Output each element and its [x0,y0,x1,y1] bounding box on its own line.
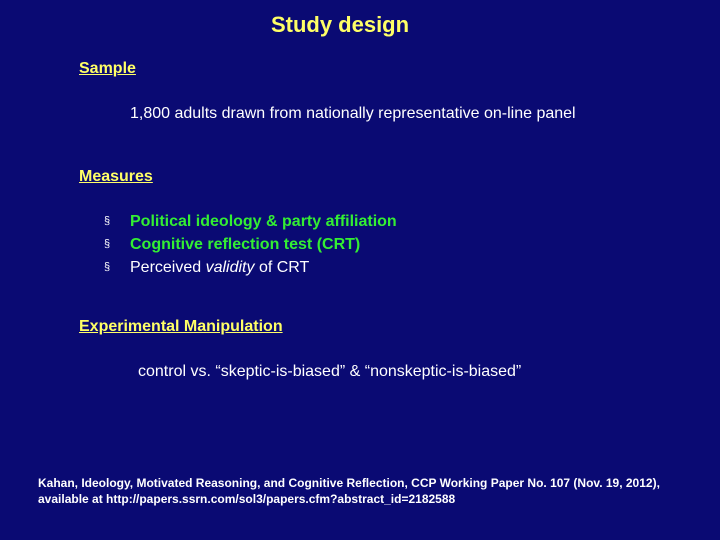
measure-ideology: Political ideology & party affiliation [130,213,397,230]
measure-validity-italic: validity [205,259,255,276]
manipulation-heading: Experimental Manipulation [79,318,283,335]
measures-heading: Measures [79,168,153,185]
list-item [104,233,397,256]
list-item [104,210,397,233]
manipulation-text: control vs. “skeptic-is-biased” & “nonskeptic-is-biased” [138,363,522,380]
measure-validity-before: Perceived [130,259,206,276]
measures-list [104,210,397,279]
sample-text: 1,800 adults drawn from nationally representative on-line panel [130,105,576,122]
slide-title-text: Study design [270,12,410,37]
citation-line-1: Kahan, Ideology, Motivated Reasoning, and Cognitive Reflection, CCP Working Paper No. 107 (Nov. 19, 2012), [38,476,660,490]
measure-crt: Cognitive reflection test (CRT) [130,236,361,253]
bullet-icon: § [104,238,111,250]
slide-title [0,12,680,38]
measure-validity [130,256,309,279]
sample-heading: Sample [79,60,136,77]
list-item [104,256,397,279]
citation [38,475,660,507]
bullet-icon: § [104,215,111,227]
bullet-icon: § [104,261,111,273]
citation-line-2: available at http://papers.ssrn.com/sol3/papers.cfm?abstract_id=2182588 [38,492,456,506]
measure-validity-after: of CRT [254,259,310,276]
